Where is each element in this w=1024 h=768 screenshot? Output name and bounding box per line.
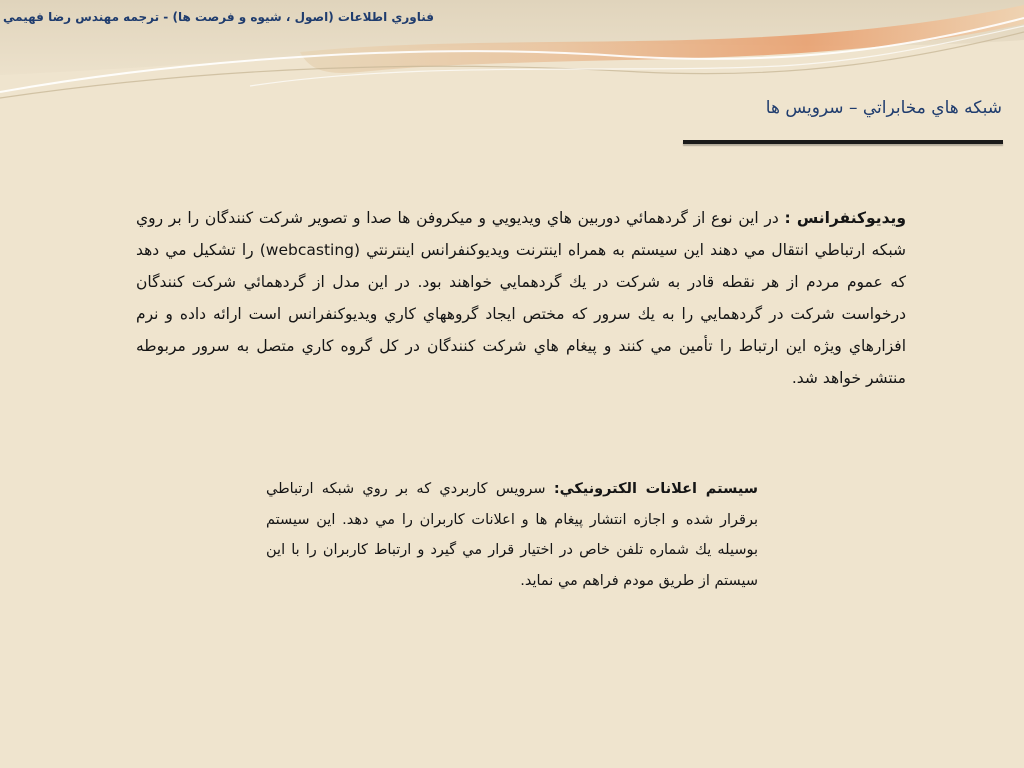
slide-title: شبكه هاي مخابراتي – سرويس ها [765,98,1002,118]
videoconference-text: در اين نوع از گردهمائي دوربين هاي ويديويي و ميكروفن ها صدا و تصوير شركت كنندگان را بر روي شبكه ارتباطي انتقال مي دهند اين سيستم به همراه اينترنت ويديوكنفرانس اينترنتي (webcasting) را تشكيل مي دهد كه عموم مردم از هر نقطه قادر به شركت در يك گردهمايي خواهند بود. در اين مدل از گردهمائي شركت كنندگان درخواست شركت در گردهمايي را به يك سرور كه مختص ايجاد گروههاي كاري ويديوكنفرانس است ارائه داده و نرم افزارهاي ويژه اين ارتباط را تأمين مي كنند و پيغام هاي شركت كنندگان در كل گروه كاري متصل به سرور مربوطه منتشر خواهد شد. [136,209,906,387]
title-underline [683,140,1003,144]
bulletin-board-paragraph [266,474,758,596]
bulletin-board-term: سيستم اعلانات الكترونيكي: [553,481,759,497]
videoconference-paragraph [136,202,906,394]
bulletin-board-text: سرويس كاربردي كه بر روي شبكه ارتباطي برقرار شده و اجازه انتشار پيغام ها و اعلانات كاربران را مي دهد. اين سيستم بوسيله يك شماره تلفن خاص در اختيار قرار مي گيرد و ارتباط كاربران را با اين سيستم از طريق مودم فراهم مي نمايد. [266,481,758,589]
videoconference-term: ويديوكنفرانس : [784,209,906,227]
course-header: فناوري اطلاعات (اصول ، شيوه و فرصت ها) - ترجمه مهندس رضا فهيمي [3,10,434,24]
